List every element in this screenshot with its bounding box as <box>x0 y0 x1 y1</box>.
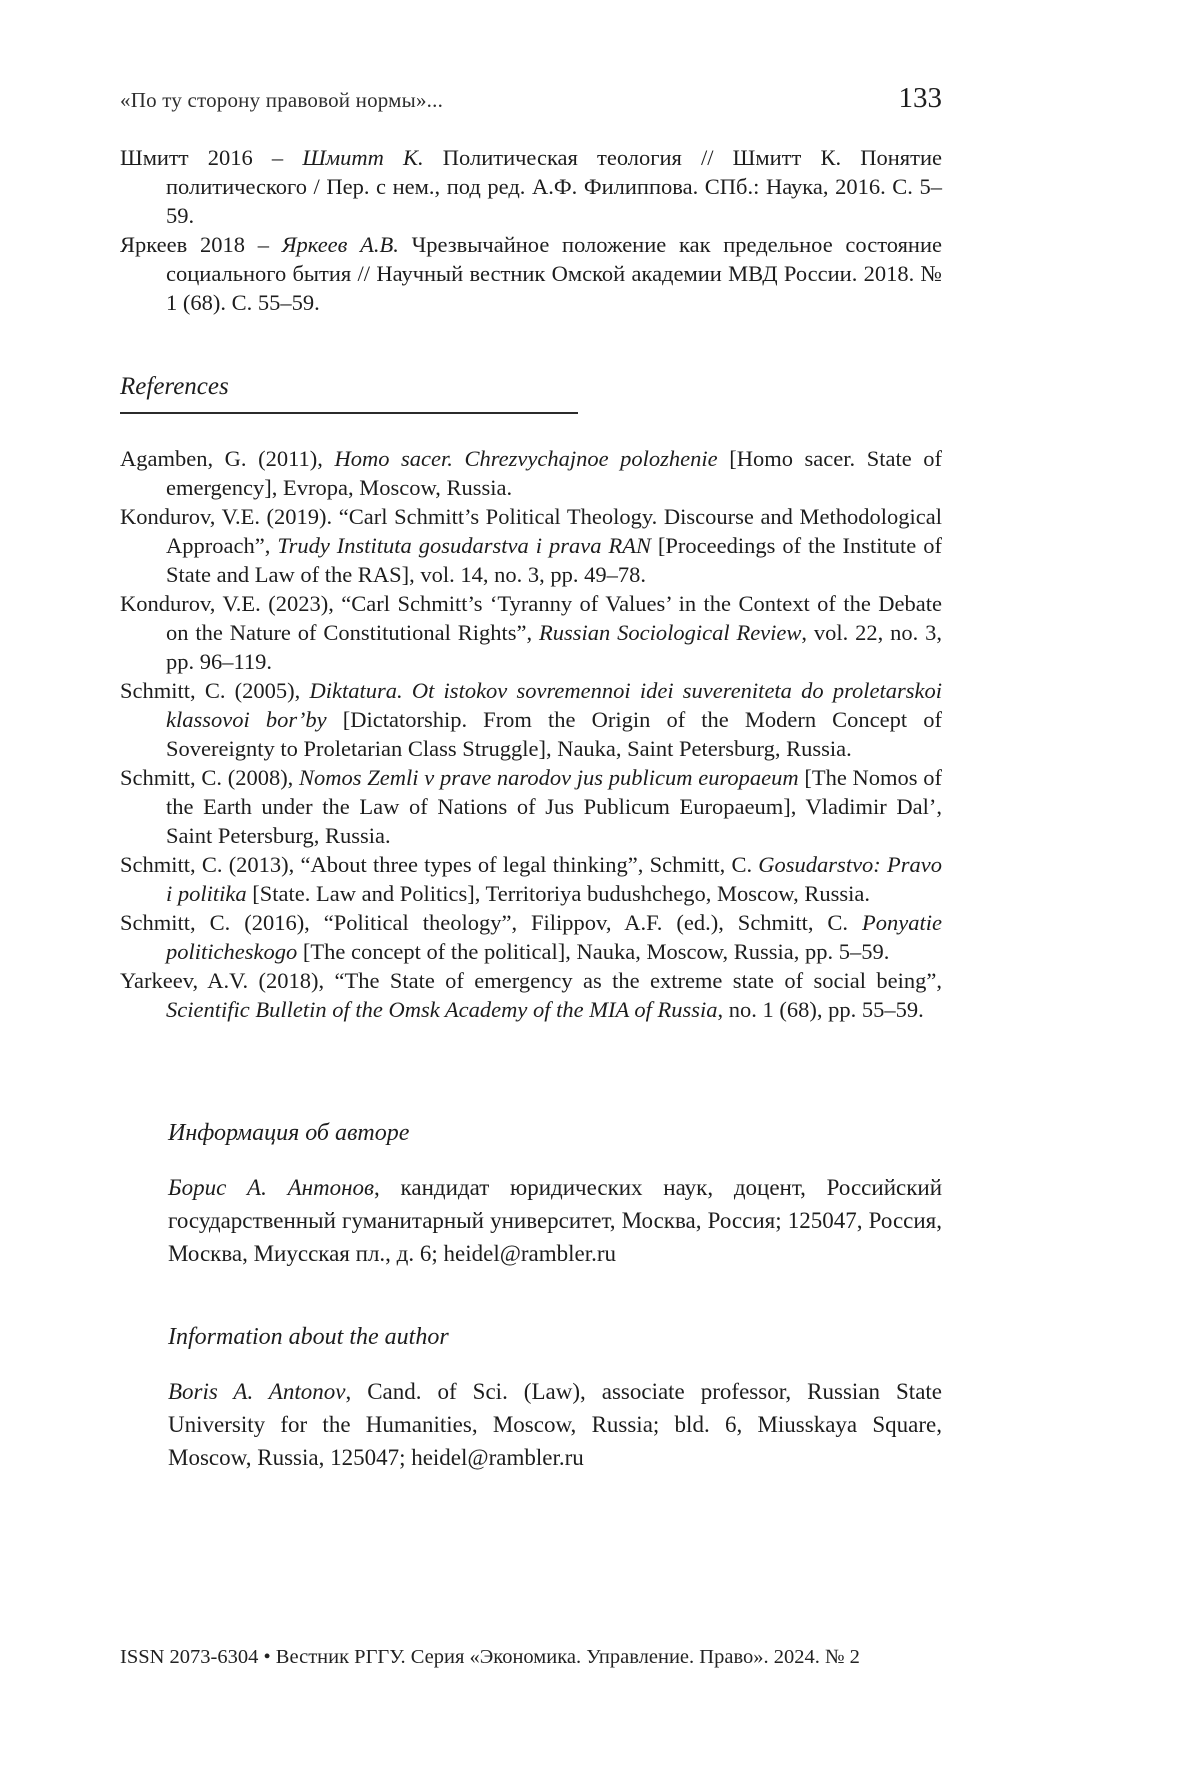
references-section <box>120 444 942 1024</box>
reference-entry-kondurov-2023: Kondurov, V.E. (2023), “Carl Schmitt’s ‘Tyranny of Values’ in the Context of the Debate on the Nature of Constitutional Rights”, Russian Sociological Review, vol. 22, no. 3, pp. 96–119. <box>120 590 942 674</box>
reference-entry-ru-yarkeev-2018: Яркеев 2018 – Яркеев А.В. Чрезвычайное положение как предельное состояние социального бытия // Научный вестник Омской академии МВД России. 2018. № 1 (68). С. 55–59. <box>120 232 942 315</box>
reference-entry-agamben-2011: Agamben, G. (2011), Homo sacer. Chrezvychajnoe polozhenie [Homo sacer. State of emergency], Evropa, Moscow, Russia. <box>120 445 943 500</box>
reference-entry-schmitt-2016: Schmitt, C. (2016), “Political theology”, Filippov, A.F. (ed.), Schmitt, C. Ponyatie politicheskogo [The concept of the political], Nauka, Moscow, Russia, pp. 5–59. <box>120 909 942 964</box>
reference-entry-yarkeev-2018: Yarkeev, A.V. (2018), “The State of emergency as the extreme state of social being”, Scientific Bulletin of the Omsk Academy of the MIA of Russia, no. 1 (68), pp. 55–59. <box>120 967 942 1022</box>
russian-references-section <box>120 143 942 317</box>
reference-entry-ru-shmitt-2016: Шмитт 2016 – Шмитт К. Политическая теология // Шмитт К. Понятие политического / Пер. с нем., под ред. А.Ф. Филиппова. СПб.: Наука, 2016. С. 5–59. <box>120 145 942 228</box>
page-header <box>120 84 942 113</box>
author-info-ru-text: Борис А. Антонов, кандидат юридических наук, доцент, Российский государственный гуманитарный университет, Москва, Россия; 125047, Россия, Москва, Миусская пл., д. 6; heidel@rambler.ru <box>168 1174 942 1266</box>
reference-entry-schmitt-2008: Schmitt, C. (2008), Nomos Zemli v prave narodov jus publicum europaeum [The Nomos of the Earth under the Law of Nations of Jus Publicum Europaeum], Vladimir Dal’, Saint Petersburg, Russia. <box>120 764 943 848</box>
author-info-en-text: Boris A. Antonov, Cand. of Sci. (Law), associate professor, Russian State University for the Humanities, Moscow, Russia; bld. 6, Miusskaya Square, Moscow, Russia, 125047; heidel@rambler.ru <box>168 1379 943 1471</box>
reference-entry-schmitt-2005: Schmitt, C. (2005), Diktatura. Ot istokov sovremennoi idei suvereniteta do proletarskoi klassovoi bor’by [Dictatorship. From the Origin of the Modern Concept of Sovereignty to Proletarian Class Struggle], Nauka, Saint Petersburg, Russia. <box>120 677 943 761</box>
author-info-ru-heading: Информация об авторе <box>168 1119 410 1146</box>
page-number: 133 <box>898 82 942 114</box>
author-info-ru-section <box>168 1120 942 1270</box>
running-title: «По ту сторону правовой нормы»... <box>120 88 444 112</box>
references-heading-rule <box>120 412 578 414</box>
reference-entry-kondurov-2019: Kondurov, V.E. (2019). “Carl Schmitt’s Political Theology. Discourse and Methodological Approach”, Trudy Instituta gosudarstva i prava RAN [Proceedings of the Institute of State and Law of the RAS], vol. 14, no. 3, pp. 49–78. <box>120 503 943 587</box>
reference-entry-schmitt-2013: Schmitt, C. (2013), “About three types of legal thinking”, Schmitt, C. Gosudarstvo: Pravo i politika [State. Law and Politics], Territoriya budushchego, Moscow, Russia. <box>120 851 942 906</box>
text-column <box>120 84 942 1474</box>
author-info-en-heading: Information about the author <box>168 1323 449 1350</box>
author-info-en-section <box>168 1324 942 1474</box>
references-heading: References <box>120 373 229 400</box>
page-footer-issn-line: ISSN 2073-6304 • Вестник РГГУ. Серия «Экономика. Управление. Право». 2024. № 2 <box>120 1646 860 1668</box>
